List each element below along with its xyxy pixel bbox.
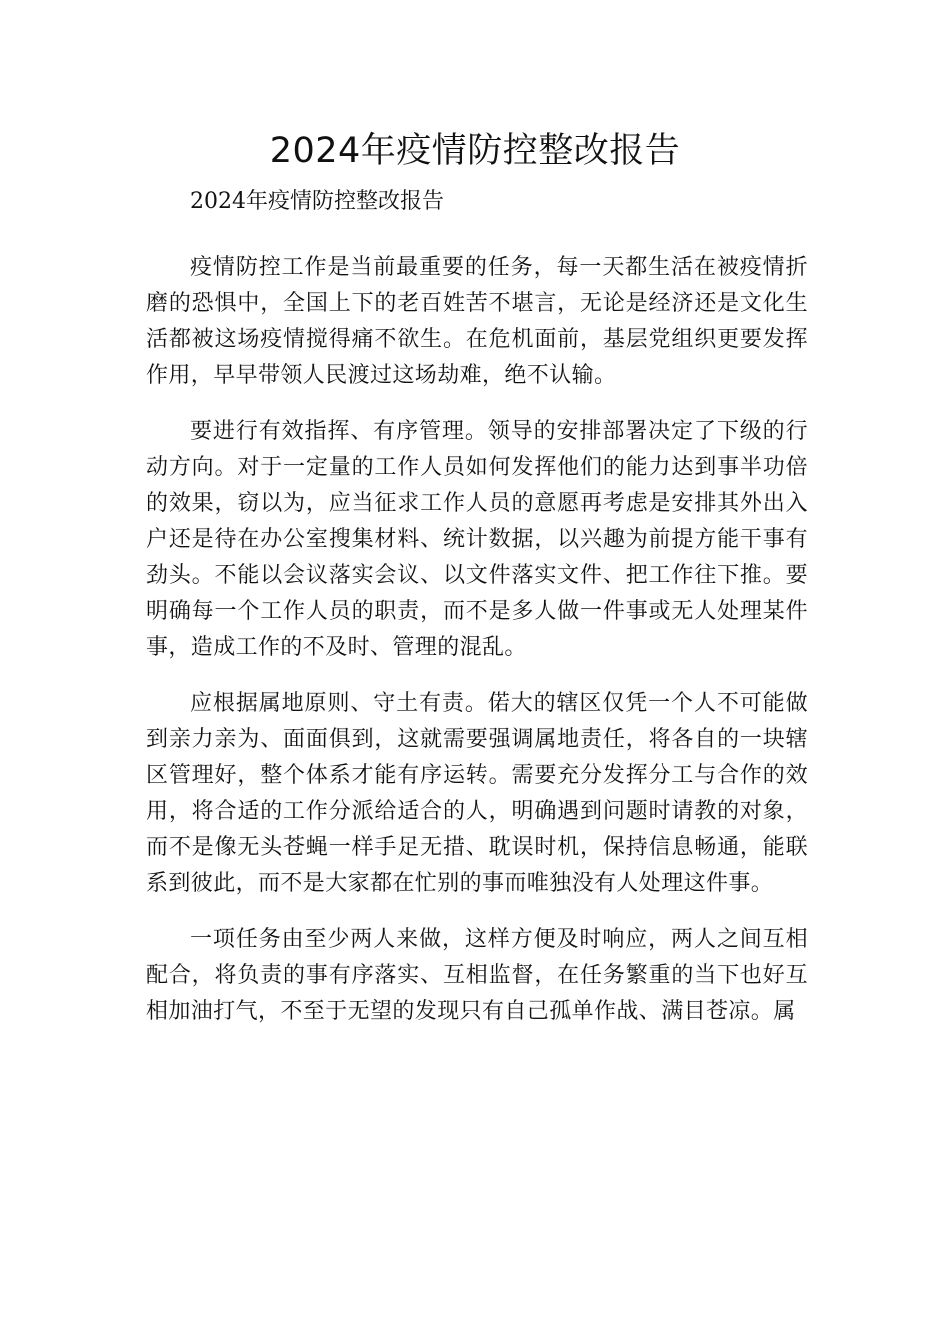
paragraph-1: 疫情防控工作是当前最重要的任务，每一天都生活在被疫情折磨的恐惧中，全国上下的老百姓苦不堪言，无论是经济还是文化生活都被这场疫情搅得痛不欲生。在危机面前，基层党组织更要发挥作用，早早带领人民渡过这场劫难，绝不认输。 [146,255,808,388]
paragraph-3: 应根据属地原则、守土有责。偌大的辖区仅凭一个人不可能做到亲力亲为、面面俱到，这就需要强调属地责任，将各自的一块辖区管理好，整个体系才能有序运转。需要充分发挥分工与合作的效用，将合适的工作分派给适合的人，明确遇到问题时请教的对象，而不是像无头苍蝇一样手足无措、耽误时机，保持信息畅通，能联系到彼此，而不是大家都在忙别的事而唯独没有人处理这件事。 [146,691,808,896]
paragraph-4: 一项任务由至少两人来做，这样方便及时响应，两人之间互相配合，将负责的事有序落实、互相监督，在任务繁重的当下也好互相加油打气，不至于无望的发现只有自己孤单作战、满目苍凉。属 [146,927,808,1024]
document-title: 2024年疫情防控整改报告 [269,131,681,171]
document-subtitle: 2024年疫情防控整改报告 [190,189,444,214]
paragraph-2: 要进行有效指挥、有序管理。领导的安排部署决定了下级的行动方向。对于一定量的工作人员如何发挥他们的能力达到事半功倍的效果，窃以为，应当征求工作人员的意愿再考虑是安排其外出入户还是待在办公室搜集材料、统计数据，以兴趣为前提方能干事有劲头。不能以会议落实会议、以文件落实文件、把工作往下推。要明确每一个工作人员的职责，而不是多人做一件事或无人处理某件事，造成工作的不及时、管理的混乱。 [146,419,808,660]
document-body [146,184,808,1030]
